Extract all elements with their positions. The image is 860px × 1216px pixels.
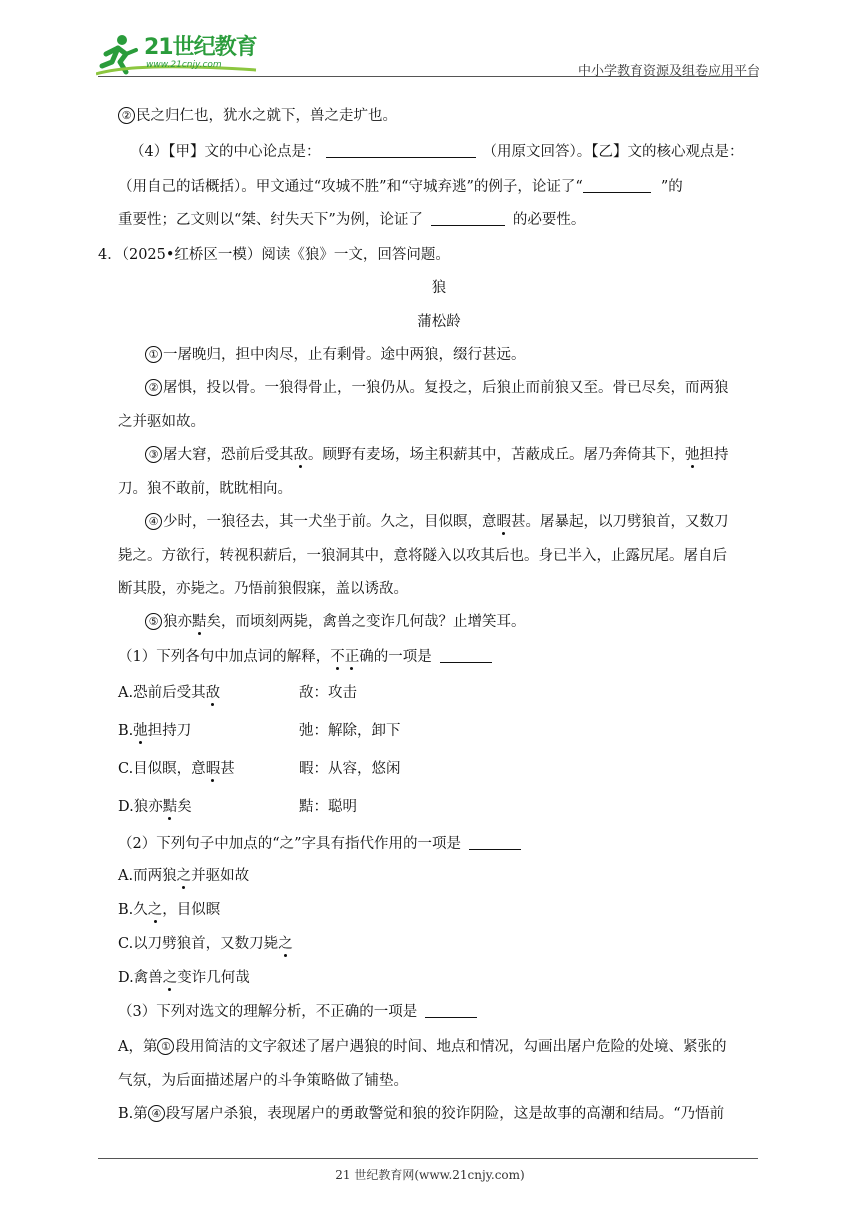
paragraph-1: ① 一屠晚归，担中肉尽，止有剩骨。途中两狼，缀行甚远。 (118, 343, 526, 364)
option-2b: B.久之，目似瞑 (118, 902, 221, 918)
paragraph-3-cont: 刀。狼不敢前，眈眈相向。 (118, 481, 292, 497)
paragraph-5: ⑤ 狼亦黠矣，而顷刻两毙，禽兽之变诈几何哉？止增笑耳。 (118, 610, 526, 631)
answer-blank[interactable] (469, 835, 521, 850)
platform-name: 中小学教育资源及组卷应用平台 (577, 64, 760, 79)
sub-question-3: （3）下列对选文的理解分析，不正确的一项是 (118, 1000, 477, 1021)
question-4-4: （4）【甲】文的中心论点是： （用原文回答）。【乙】文的核心观点是： (130, 144, 744, 160)
sub-question-2: （2）下列句子中加点的“之”字具有指代作用的一项是 (118, 832, 521, 853)
question-4-header: 4．（2025•红桥区一模）阅读《狼》一文，回答问题。 (98, 247, 450, 263)
circled-number: ② (118, 107, 135, 124)
page-footer: 21 世纪教育网(www.21cnjy.com) (335, 1168, 525, 1182)
text-line: ② 民之归仁也，犹水之就下，兽之走圹也。 (118, 104, 397, 125)
text-line: （用自己的话概括）。甲文通过“攻城不胜”和“守城弃逃”的例子，论证了“ ”的 (118, 179, 683, 195)
paragraph-4: ④ 少时，一狼径去，其一犬坐于前。久之，目似瞑，意暇甚。屠暴起，以刀劈狼首，又数刀 (118, 510, 729, 531)
answer-blank[interactable] (440, 648, 492, 663)
option-3b: B.第 ④ 段写屠户杀狼，表现屠户的勇敢警觉和狼的狡诈阴险，这是故事的高潮和结局。“乃悟前 (118, 1106, 725, 1122)
option-2c: C.以刀劈狼首，又数刀毙之 (118, 936, 293, 952)
paragraph-2-cont: 之并驱如故。 (118, 414, 205, 430)
logo-url: www.21cnjy.com (146, 60, 222, 70)
footer-divider (98, 1158, 758, 1159)
answer-blank[interactable] (425, 1003, 477, 1018)
paragraph-2: ② 屠惧，投以骨。一狼得骨止，一狼仍从。复投之，后狼止而前狼又至。骨已尽矣，而两狼 (118, 376, 729, 397)
sub-question-1: （1）下列各句中加点词的解释，不正确的一项是 (118, 645, 492, 666)
answer-blank[interactable] (583, 178, 651, 193)
option-2d: D.禽兽之变诈几何哉 (118, 970, 250, 986)
option-2a: A.而两狼之并驱如故 (118, 868, 250, 884)
answer-blank[interactable] (326, 143, 476, 158)
poem-author: 蒲松龄 (417, 314, 461, 330)
option-3a: A，第 ① 段用简洁的文字叙述了屠户遇狼的时间、地点和情况，勾画出屠户危险的处境、紧张的 (118, 1039, 727, 1055)
text-line: 重要性；乙文则以“桀、纣失天下”为例，论证了 的必要性。 (118, 212, 586, 228)
paragraph-4-cont: 断其股，亦毙之。乃悟前狼假寐，盖以诱敌。 (118, 581, 408, 597)
option-3a-cont: 气氛，为后面描述屠户的斗争策略做了铺垫。 (118, 1073, 408, 1089)
page-header (96, 28, 760, 80)
logo-text: 21世纪教育 (144, 35, 257, 60)
header-divider (98, 76, 758, 77)
paragraph-4-cont: 毙之。方欲行，转视积薪后，一狼洞其中，意将隧入以攻其后也。身已半入，止露尻尾。屠自后 (118, 548, 727, 564)
answer-blank[interactable] (431, 211, 505, 226)
poem-title: 狼 (431, 280, 447, 296)
paragraph-3: ③ 屠大窘，恐前后受其敌。顾野有麦场，场主积薪其中，苫蔽成丘。屠乃奔倚其下，弛担持 (118, 443, 729, 464)
